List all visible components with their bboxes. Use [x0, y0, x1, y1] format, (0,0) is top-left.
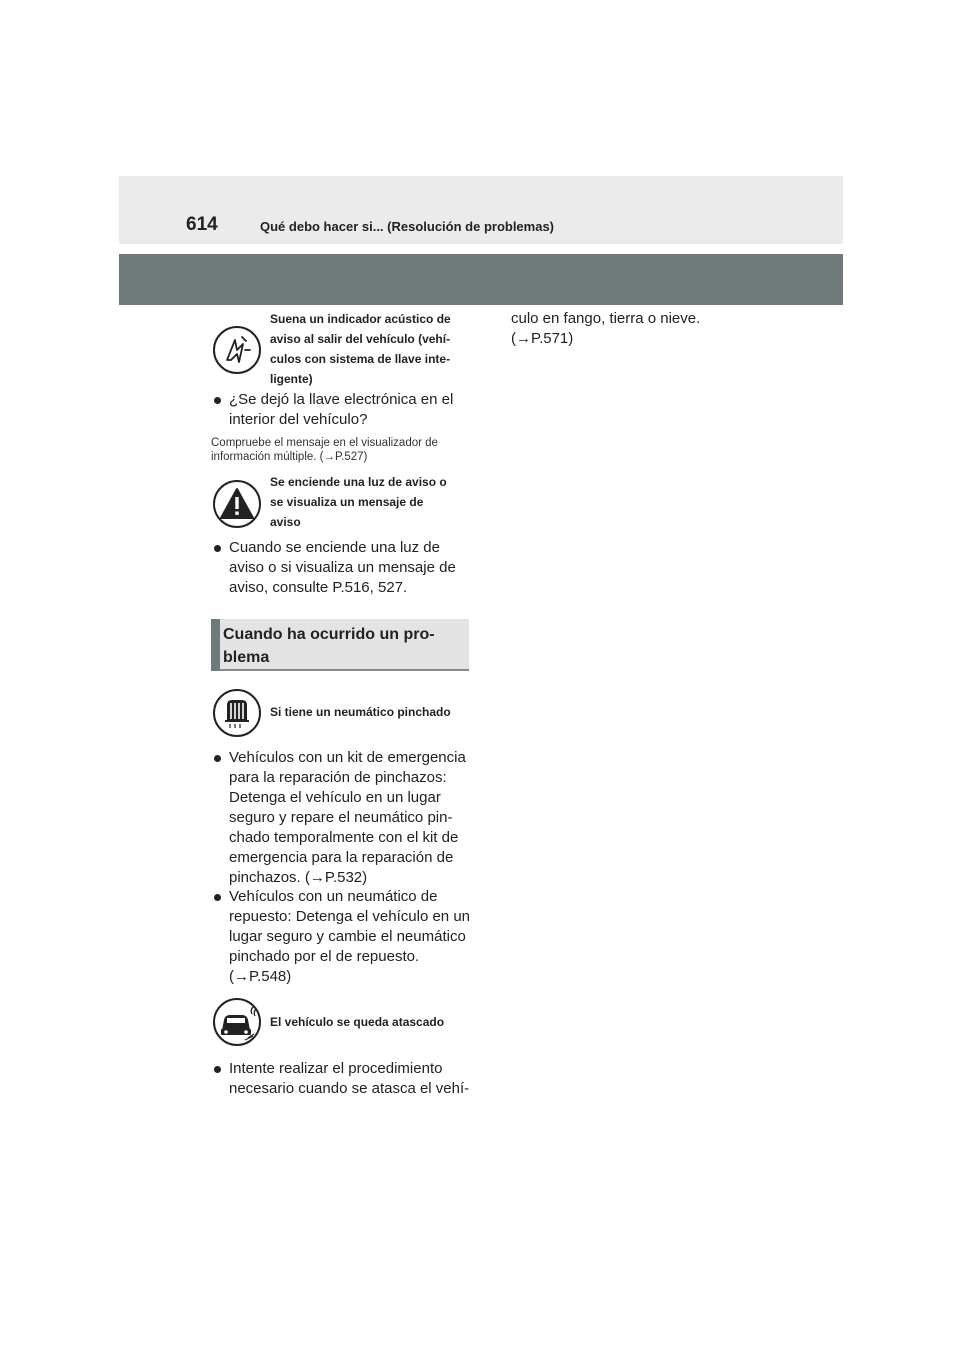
bullet-dot	[214, 1066, 221, 1073]
bullet-line: (→P.548)	[229, 968, 292, 985]
key-left-note	[211, 436, 438, 464]
bullet-dot	[214, 755, 221, 762]
flat-tire-icon	[213, 689, 261, 737]
stuck-bullet-continued	[511, 309, 700, 349]
buzzer-caption	[270, 309, 451, 389]
warning-caption-line: aviso	[270, 515, 301, 529]
stuck-car-icon	[213, 998, 261, 1046]
section-title-line: blema	[223, 649, 270, 666]
warning-bullet	[229, 538, 456, 598]
bullet-dot	[214, 397, 221, 404]
warning-caption	[270, 472, 447, 532]
bullet-line: Detenga el vehículo en un lugar	[229, 789, 441, 806]
bullet-line: aviso, consulte P.516, 527.	[229, 579, 408, 596]
section-heading	[223, 623, 463, 669]
note-line: información múltiple. (→P.527)	[211, 451, 368, 463]
tire-bullet-2	[229, 887, 470, 987]
buzzer-caption-line: aviso al salir del vehículo (vehí-	[270, 332, 451, 346]
bullet-line: seguro y repare el neumático pin-	[229, 809, 453, 826]
buzzer-alarm-icon	[213, 326, 261, 374]
bullet-line: aviso o si visualiza un mensaje de	[229, 559, 456, 576]
warning-exclamation-icon	[213, 480, 261, 528]
header-divider	[119, 244, 843, 254]
bullet-line: Vehículos con un neumático de	[229, 888, 438, 905]
section-band	[119, 254, 843, 305]
bullet-line: chado temporalmente con el kit de	[229, 829, 459, 846]
buzzer-caption-line: culos con sistema de llave inte-	[270, 352, 451, 366]
bullet-line: interior del vehículo?	[229, 411, 368, 428]
bullet-line: Intente realizar el procedimiento	[229, 1060, 443, 1077]
buzzer-caption-line: ligente)	[270, 372, 313, 386]
note-line: Compruebe el mensaje en el visualizador de	[211, 437, 438, 449]
stuck-caption: El vehículo se queda atascado	[270, 1015, 445, 1029]
bullet-line: Cuando se enciende una luz de	[229, 539, 440, 556]
tire-caption: Si tiene un neumático pinchado	[270, 705, 451, 719]
bullet-line: emergencia para la reparación de	[229, 849, 454, 866]
section-title-line: Cuando ha ocurrido un pro-	[223, 626, 435, 643]
bullet-line: Vehículos con un kit de emergencia	[229, 749, 466, 766]
bullet-line: repuesto: Detenga el vehículo en un	[229, 908, 471, 925]
bullet-dot	[214, 894, 221, 901]
key-left-bullet	[229, 390, 453, 430]
warning-caption-line: se visualiza un mensaje de	[270, 495, 424, 509]
bullet-line: (→P.571)	[511, 330, 574, 347]
bullet-line: pinchado por el de repuesto.	[229, 948, 420, 965]
bullet-line: pinchazos. (→P.532)	[229, 869, 368, 886]
buzzer-caption-line: Suena un indicador acústico de	[270, 312, 451, 326]
bullet-line: ¿Se dejó la llave electrónica en el	[229, 391, 454, 408]
bullet-line: lugar seguro y cambie el neumático	[229, 928, 466, 945]
bullet-line: necesario cuando se atasca el vehí-	[229, 1080, 470, 1097]
warning-caption-line: Se enciende una luz de aviso o	[270, 475, 447, 489]
chapter-title: Qué debo hacer si... (Resolución de problemas)	[260, 219, 555, 234]
bullet-line: culo en fango, tierra o nieve.	[511, 310, 701, 327]
page-number: 614	[186, 214, 218, 235]
bullet-line: para la reparación de pinchazos:	[229, 769, 447, 786]
stuck-bullet	[229, 1059, 469, 1099]
tire-bullet-1	[229, 748, 466, 888]
bullet-dot	[214, 545, 221, 552]
section-heading-accent	[211, 619, 220, 671]
